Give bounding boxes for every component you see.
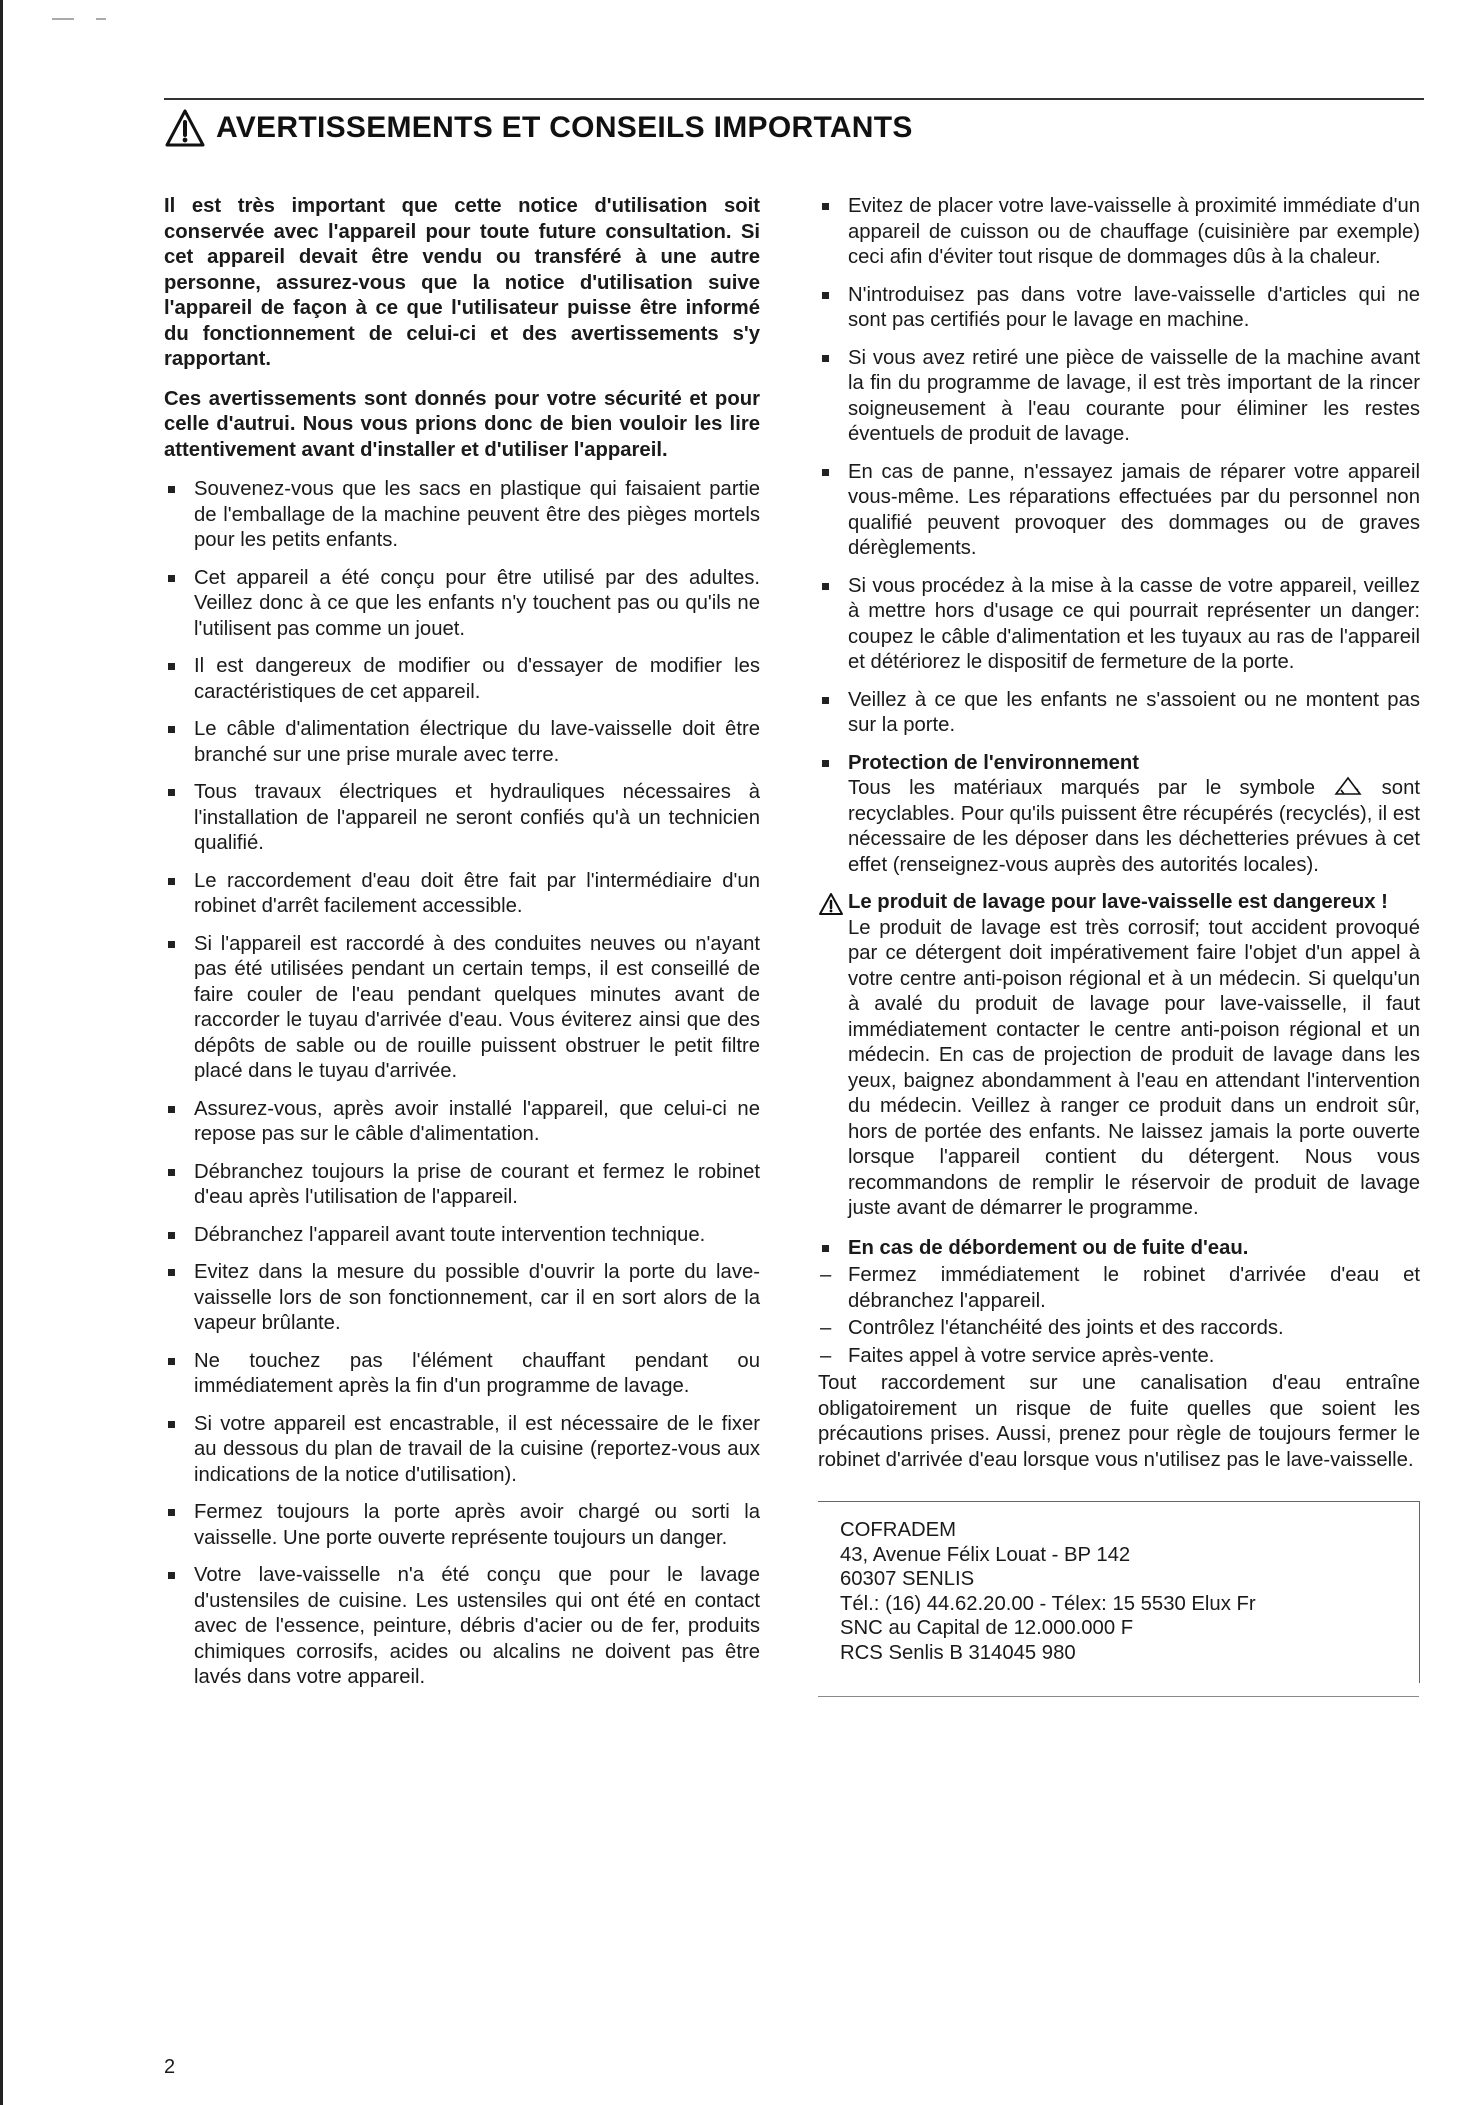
list-item: Evitez dans la mesure du possible d'ouvrir la porte du lave-vaisselle lors de son fonctionnement, car il en sort alors de la vapeur brûlante.: [164, 1260, 760, 1337]
warning-triangle-icon: [818, 892, 844, 916]
address-box: [818, 1501, 1420, 1683]
list-item: Veillez à ce que les enfants ne s'assoient ou ne montent pas sur la porte.: [818, 688, 1420, 739]
list-item: Débranchez toujours la prise de courant et fermez le robinet d'eau après l'utilisation de l'appareil.: [164, 1160, 760, 1211]
right-column: [818, 194, 1420, 1683]
list-item: N'introduisez pas dans votre lave-vaisselle d'articles qui ne sont pas certifiés pour le lavage en machine.: [818, 283, 1420, 334]
dash-list: [818, 1263, 1420, 1369]
list-item: [818, 1236, 1420, 1262]
recycle-triangle-icon: [1333, 776, 1363, 796]
list-item: Fermez toujours la porte après avoir chargé ou sorti la vaisselle. Une porte ouverte représente toujours un danger.: [164, 1500, 760, 1551]
list-item: Débranchez l'appareil avant toute intervention technique.: [164, 1223, 760, 1249]
list-item: Assurez-vous, après avoir installé l'appareil, que celui-ci ne repose pas sur le câble d'alimentation.: [164, 1097, 760, 1148]
list-item: – Fermez immédiatement le robinet d'arrivée d'eau et débranchez l'appareil.: [818, 1263, 1420, 1314]
danger-text: Le produit de lavage est très corrosif; tout accident provoqué par ce détergent doit impérativement faire l'objet d'un appel à votre centre anti-poison régional et à un médecin. Si quelqu'un à avalé du produit de lavage pour lave-vaisselle, il faut immédiatement contacter le centre anti-poison régional et un médecin. En cas de projection de produit de lavage dans les yeux, baignez abondamment à l'eau en attendant l'intervention du médecin. Veillez à ranger ce produit dans un endroit sûr, hors de portée des enfants. Ne laissez jamais la porte ouverte lorsque l'appareil contient du détergent. Nous vous recommandons de remplir le réservoir de produit de lavage juste avant de démarrer le programme.: [848, 916, 1420, 1219]
closing-paragraph: Tout raccordement sur une canalisation d'eau entraîne obligatoirement un risque de fuite quelles que soient les précautions prises. Aussi, prenez pour règle de toujours fermer le robinet d'arrivée d'eau lorsque vous n'utilisez pas le lave-vaisselle.: [818, 1372, 1420, 1471]
danger-section: [818, 890, 1420, 1222]
list-item: En cas de panne, n'essayez jamais de réparer votre appareil vous-même. Les réparations effectuées par du personnel non qualifié peuvent provoquer des dommages ou de graves dérèglements.: [818, 460, 1420, 562]
overflow-section: [818, 1236, 1420, 1262]
address-line: SNC au Capital de 12.000.000 F: [840, 1617, 1134, 1639]
list-item: Il est dangereux de modifier ou d'essayer de modifier les caractéristiques de cet appareil.: [164, 654, 760, 705]
page-header: [164, 100, 1424, 156]
warning-list: [818, 194, 1420, 878]
list-item: Si votre appareil est encastrable, il est nécessaire de le fixer au dessous du plan de travail de la cuisine (reportez-vous aux indications de la notice d'utilisation).: [164, 1412, 760, 1489]
environment-title: Protection de l'environnement: [848, 751, 1140, 774]
list-item: Le raccordement d'eau doit être fait par l'intermédiaire d'un robinet d'arrêt facilement accessible.: [164, 869, 760, 920]
list-item: Tous travaux électriques et hydrauliques nécessaires à l'installation de l'appareil ne seront confiés qu'à un technicien qualifié.: [164, 780, 760, 857]
left-column: [164, 194, 760, 1703]
list-item: Si l'appareil est raccordé à des conduites neuves ou n'ayant pas été utilisées pendant un certain temps, il est conseillé de faire couler de l'eau pendant quelques minutes avant de raccorder le tuyau d'arrivée d'eau. Vous éviterez ainsi que des dépôts de sable ou de rouille puissent obstruer le petit filtre placé dans le tuyau d'arrivée.: [164, 932, 760, 1085]
list-item: Cet appareil a été conçu pour être utilisé par des adultes. Veillez donc à ce que les enfants n'y touchent pas ou qu'ils ne l'utilisent pas comme un jouet.: [164, 566, 760, 643]
address-line: Tél.: (16) 44.62.20.00 - Télex: 15 5530 Elux Fr: [840, 1592, 1256, 1615]
list-item: Votre lave-vaisselle n'a été conçu que pour le lavage d'ustensiles de cuisine. Les ustensiles qui ont été en contact avec de l'essence, peinture, débris d'acier ou de fer, produits chimiques corrosifs, acides ou alcalins ne doivent pas être lavés dans votre appareil.: [164, 1563, 760, 1691]
address-line: COFRADEM: [840, 1519, 957, 1541]
warning-triangle-icon: [164, 108, 206, 148]
intro-paragraph: Il est très important que cette notice d'utilisation soit conservée avec l'appareil pour toute future consultation. Si cet appareil devait être vendu ou transféré à une autre personne, assurez-vous que la notice d'utilisation suive l'appareil de façon à ce que l'utilisateur puisse être informé du fonctionnement de celui-ci et des avertissements s'y rapportant.: [164, 195, 760, 370]
address-line: 60307 SENLIS: [840, 1568, 975, 1590]
environment-section: [818, 751, 1420, 879]
address-line: RCS Senlis B 314045 980: [840, 1641, 1076, 1664]
address-line: 43, Avenue Félix Louat - BP 142: [840, 1543, 1131, 1566]
danger-title: Le produit de lavage pour lave-vaisselle est dangereux !: [848, 891, 1388, 913]
page-title: AVERTISSEMENTS ET CONSEILS IMPORTANTS: [216, 111, 913, 144]
list-item: Evitez de placer votre lave-vaisselle à proximité immédiate d'un appareil de cuisson ou de chauffage (cuisinière par exemple) ceci afin d'éviter tout risque de dommages dûs à la chaleur.: [818, 194, 1420, 271]
list-item: Si vous procédez à la mise à la casse de votre appareil, veillez à mettre hors d'usage ce qui pourrait représenter un danger: coupez le câble d'alimentation et les tuyaux au ras de l'appareil et détériorez le dispositif de fermeture de la porte.: [818, 574, 1420, 676]
warning-list: [164, 477, 760, 1691]
environment-text: sont recyclables. Pour qu'ils puissent être récupérés (recyclés), il est nécessaire de les déposer dans les déchetteries prévues à cet effet (renseignez-vous auprès des autorités locales).: [848, 777, 1420, 876]
overflow-title: En cas de débordement ou de fuite d'eau.: [848, 1236, 1249, 1259]
list-item: Ne touchez pas l'élément chauffant pendant ou immédiatement après la fin d'un programme de lavage.: [164, 1349, 760, 1400]
intro-paragraph: Ces avertissements sont donnés pour votre sécurité et pour celle d'autrui. Nous vous prions donc de bien vouloir les lire attentivement avant d'installer et d'utiliser l'appareil.: [164, 387, 760, 461]
list-item: Souvenez-vous que les sacs en plastique qui faisaient partie de l'emballage de la machine peuvent être des pièges mortels pour les petits enfants.: [164, 477, 760, 554]
environment-text: Tous les matériaux marqués par le symbole: [848, 777, 1316, 799]
list-item: – Faites appel à votre service après-vente.: [818, 1344, 1420, 1370]
page-edge: [0, 0, 3, 2105]
page-number: 2: [164, 2056, 176, 2078]
list-item: Si vous avez retiré une pièce de vaisselle de la machine avant la fin du programme de lavage, il est très important de la rincer soigneusement à l'eau courante pour éliminer les restes éventuels de produit de lavage.: [818, 346, 1420, 448]
list-item: – Contrôlez l'étanchéité des joints et des raccords.: [818, 1316, 1420, 1342]
list-item: Le câble d'alimentation électrique du lave-vaisselle doit être branché sur une prise murale avec terre.: [164, 717, 760, 768]
scan-mark: [96, 18, 106, 20]
scan-mark: [52, 18, 74, 20]
